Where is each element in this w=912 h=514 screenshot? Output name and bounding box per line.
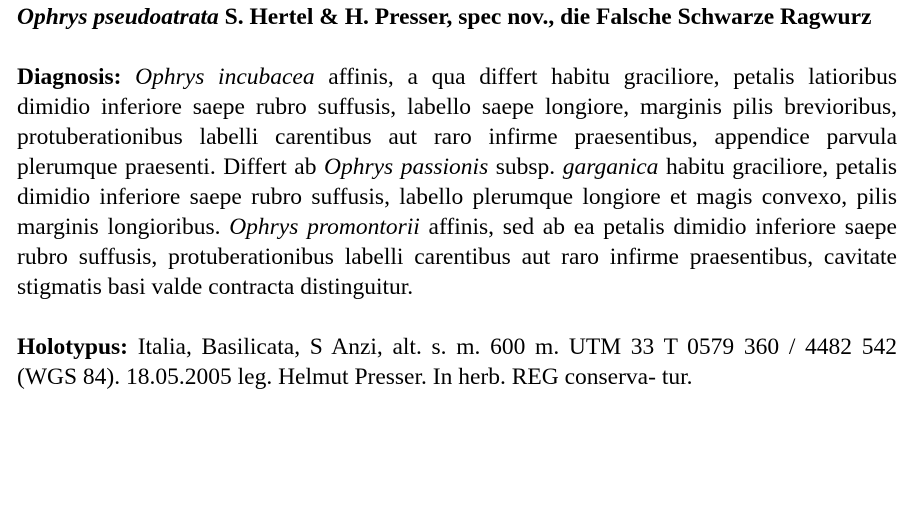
diagnosis-label: Diagnosis: bbox=[17, 64, 122, 90]
diagnosis-text: affinis, a qua differt habitu graciliore, petalis latioribus dimidio inferiore saepe rubro suffusis, labello saepe longiore, marginis pilis brevioribus, protuberationibus labelli carentibus aut raro infirme praesentibus, appendice parvula plerumque praesenti. Differt ab bbox=[17, 64, 897, 180]
holotypus-label: Holotypus: bbox=[17, 334, 128, 360]
diagnosis-text: subsp. bbox=[488, 154, 563, 180]
diagnosis-paragraph bbox=[17, 62, 897, 302]
diagnosis-text bbox=[121, 64, 135, 90]
species-authors: S. Hertel & H. Presser, spec nov., die Falsche Schwarze Ragwurz bbox=[218, 4, 872, 30]
diagnosis-text: affinis, sed ab ea petalis dimidio inferiore saepe rubro suffusis, protuberationibus labelli carentibus aut raro infirme praesentibus, cavitate stigmatis basi valde contracta distinguitur. bbox=[17, 214, 897, 300]
taxon-name: Ophrys passionis bbox=[324, 154, 489, 180]
diagnosis-text: habitu graciliore, petalis dimidio inferiore saepe rubro suffusis, labello plerumque longiore et magis convexo, pilis marginis longioribus. bbox=[17, 154, 897, 240]
paragraph-gap bbox=[17, 32, 897, 62]
taxon-name: Ophrys promontorii bbox=[229, 214, 420, 240]
taxon-name: garganica bbox=[562, 154, 659, 180]
species-title bbox=[17, 2, 897, 32]
holotypus-paragraph bbox=[17, 332, 897, 392]
paragraph-gap bbox=[17, 302, 897, 332]
species-name: Ophrys pseudoatrata bbox=[17, 4, 219, 30]
document-page bbox=[17, 2, 897, 392]
taxon-name: Ophrys incubacea bbox=[135, 64, 315, 90]
holotypus-text: Italia, Basilicata, S Anzi, alt. s. m. 600 m. UTM 33 T 0579 360 / 4482 542 (WGS 84). 18.05.2005 leg. Helmut Presser. In herb. REG conserva- tur. bbox=[17, 334, 897, 390]
